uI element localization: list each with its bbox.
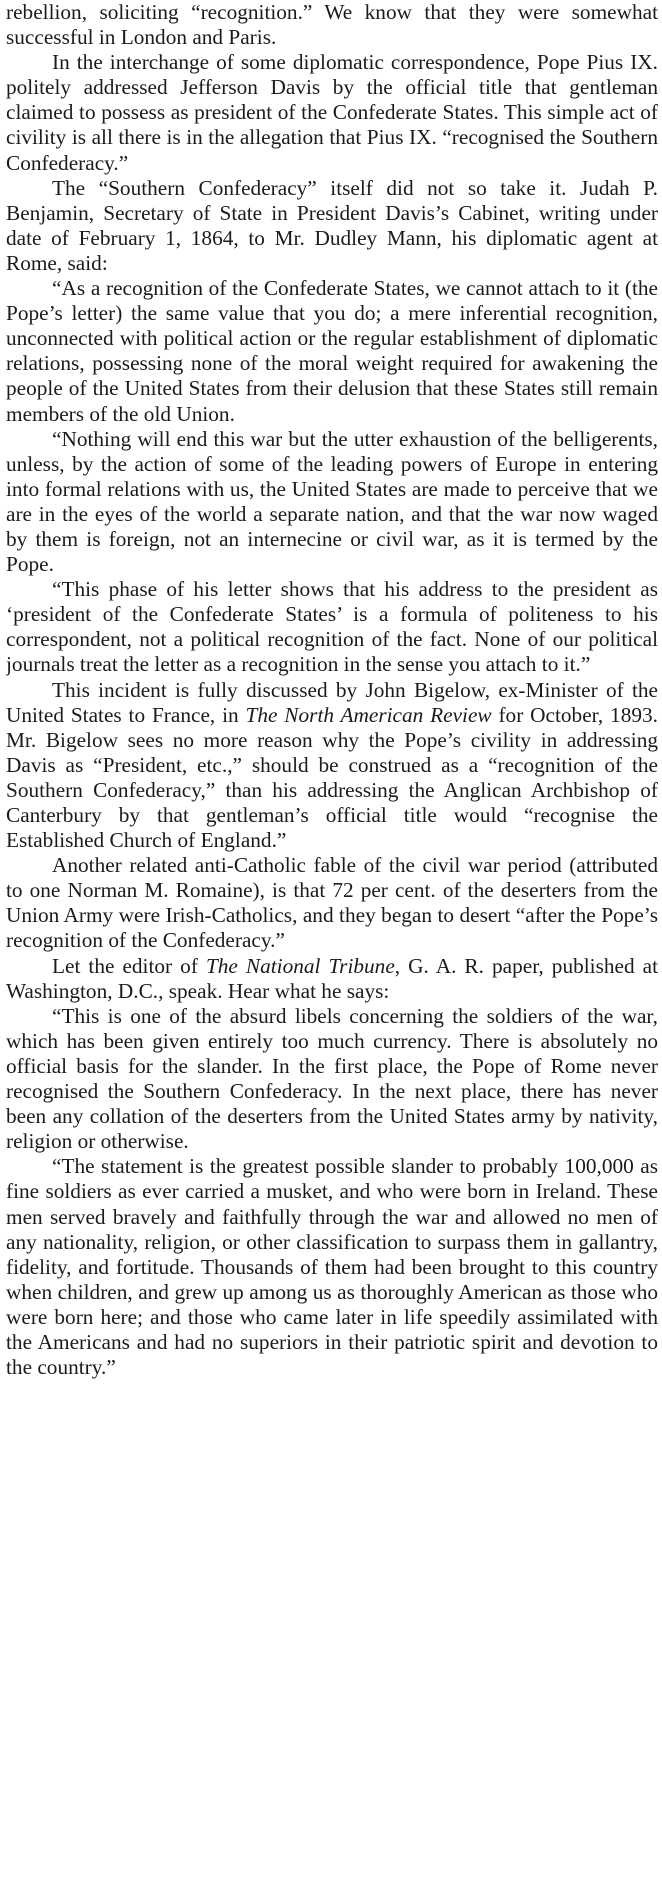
quote-paragraph-9: [6, 1004, 658, 1155]
italic-title-text: The North American Review: [245, 702, 492, 727]
paragraph-text: “The statement is the greatest possible slander to probably 100,000 as fine soldiers as ever carried a musket, and who were born in Ireland. These men served bravely and faithfully through the war and allowed no men of any nationality, religion, or other classification to surpass them in gallantry, fidelity, and fortitude. Thousands of them had been brought to this country when children, and grew up among us as thoroughly American as those who were born here; and those who came later in life speedily assimilated with the Americans and had no superiors in their patriotic spirit and devotion to the country.”: [6, 1154, 658, 1380]
paragraph-text: “Nothing will end this war but the utter exhaustion of the belligerents, unless, by the action of some of the leading powers of Europe in entering into formal relations with us, the United States are made to perceive that we are in the eyes of the world a separate nation, and that the war now waged by them is foreign, not an internecine or civil war, as it is termed by the Pope.: [6, 426, 658, 577]
paragraph-text: “As a recognition of the Confederate States, we cannot attach to it (the Pope’s letter) the same value that you do; a mere inferential recognition, unconnected with political action or the regular establishment of diplomatic relations, possessing none of the moral weight required for awakening the people of the United States from their delusion that these States still remain members of the old Union.: [6, 276, 658, 426]
paragraph-7: [6, 853, 658, 953]
quote-paragraph-5: [6, 577, 658, 677]
quote-paragraph-3: [6, 276, 658, 427]
paragraph-text: This incident is fully discussed by John Bigelow, ex-Minister of the United States to France, in: [6, 677, 658, 727]
paragraph-text: , G. A. R. paper, published at Washington, D.C., speak. Hear what he says:: [6, 953, 658, 1003]
paragraph-text: Another related anti-Catholic fable of the civil war period (attributed to one Norman M. Romaine), is that 72 per cent. of the deserters from the Union Army were Irish-Catholics, and they began to desert “after the Pope’s recognition of the Confederacy.”: [6, 853, 658, 953]
paragraph-text: for October, 1893. Mr. Bigelow sees no more reason why the Pope’s civility in addressing Davis as “President, etc.,” should be construed as a “recognition of the Southern Confederacy,” than his addressing the Anglican Archbishop of Canterbury by that gentleman’s official title would “recognise the Established Church of England.”: [6, 702, 658, 853]
paragraph-text: Let the editor of: [52, 953, 206, 978]
quote-paragraph-4: [6, 427, 658, 578]
paragraph-text: “This phase of his letter shows that his address to the president as ‘president of the Confederate States’ is a formula of politeness to his correspondent, not a political recognition of the fact. None of our political journals treat the letter as a recognition in the sense you attach to it.”: [6, 577, 658, 677]
paragraph-text: rebellion, soliciting “recognition.” We know that they were somewhat successful in London and Paris.: [6, 0, 658, 50]
paragraph-text: The “Southern Confederacy” itself did not so take it. Judah P. Benjamin, Secretary of State in President Davis’s Cabinet, writing under date of February 1, 1864, to Mr. Dudley Mann, his diplomatic agent at Rome, said:: [6, 175, 658, 275]
paragraph-2: [6, 176, 658, 276]
italic-title-text: The National Tribune: [205, 953, 395, 978]
paragraph-text: “This is one of the absurd libels concerning the soldiers of the war, which has been given entirely too much currency. There is absolutely no official basis for the slander. In the first place, the Pope of Rome never recognised the Southern Confederacy. In the next place, there has never been any collation of the deserters from the United States army by nativity, religion or otherwise.: [6, 1003, 658, 1154]
document-page: [6, 0, 658, 1877]
quote-paragraph-10: [6, 1154, 658, 1380]
paragraph-1: [6, 50, 658, 175]
paragraph-0: [6, 0, 658, 50]
paragraph-8: [6, 954, 658, 1004]
paragraph-text: In the interchange of some diplomatic correspondence, Pope Pius IX. politely addressed Jefferson Davis by the official title that gentleman claimed to possess as president of the Confederate States. This simple act of civility is all there is in the allegation that Pius IX. “recognised the Southern Confederacy.”: [6, 50, 658, 175]
paragraph-6: [6, 678, 658, 854]
